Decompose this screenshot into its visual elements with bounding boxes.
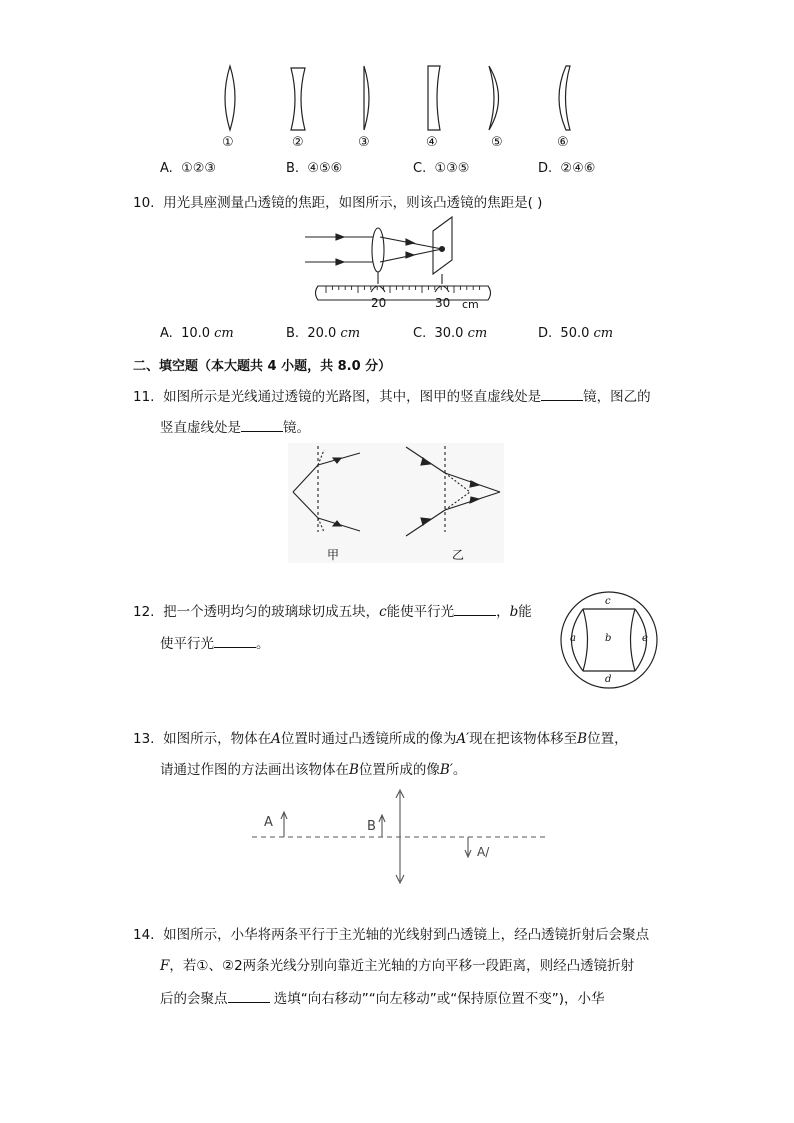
scale-unit-cm: cm: [462, 298, 479, 311]
lens-label-3: ③: [358, 135, 370, 150]
question-number: 13.: [133, 731, 155, 747]
lens-label-1: ①: [222, 135, 234, 150]
fig-label-B: B: [367, 819, 376, 834]
option-text: ①②③: [181, 161, 217, 176]
scale-label-20: 20: [371, 296, 387, 310]
option-text: ②④⑥: [560, 161, 596, 176]
math-var: c: [379, 604, 387, 620]
question-text: 位置，: [587, 731, 628, 747]
q14-line3: [160, 988, 605, 1009]
label-yi: 乙: [452, 548, 465, 562]
question-text: 竖直虚线处是: [160, 420, 241, 436]
question-text: ，若①、②2两条光线分别向靠近主光轴的方向平移一段距离，则经凸透镜折射: [169, 958, 635, 974]
question-text: 用光具座测量凸透镜的焦距，如图所示，则该凸透镜的焦距是( ): [163, 195, 543, 211]
lens-label-5: ⑤: [491, 135, 503, 150]
option-unit: cm: [593, 326, 614, 341]
question-text: 如图所示，小华将两条平行于主光轴的光线射到凸透镜上，经凸透镜折射后会聚点: [163, 927, 650, 943]
question-text: ，: [496, 604, 510, 620]
option-unit: cm: [340, 326, 361, 341]
piece-label-e: e: [642, 633, 648, 644]
question-text: 现在把该物体移至: [469, 731, 578, 747]
option-value: 50.0: [560, 326, 590, 341]
question-text: 使平行光: [160, 636, 214, 652]
question-text: 把一个透明均匀的玻璃球切成五块，: [163, 604, 380, 620]
option-value: 30.0: [434, 326, 464, 341]
math-var: A: [271, 731, 281, 747]
q14-line1: [133, 925, 649, 945]
label-jia: 甲: [327, 548, 340, 562]
option-unit: cm: [214, 326, 234, 341]
piece-label-a: a: [570, 633, 576, 644]
question-text: 。: [256, 636, 270, 652]
option-text: ④⑤⑥: [307, 161, 343, 176]
question-text: 后的会聚点: [160, 991, 228, 1007]
question-text: 能: [518, 604, 532, 620]
question-text: 位置时通过凸透镜所成的像为: [280, 731, 457, 747]
option-unit: cm: [467, 326, 488, 341]
option-letter: B.: [286, 161, 300, 176]
option-letter: D.: [538, 161, 553, 176]
option-letter: C.: [413, 161, 427, 176]
option-letter: A.: [160, 161, 173, 176]
math-var: b: [509, 604, 519, 620]
fig-label-A-image: A/: [477, 845, 490, 859]
option-value: 20.0: [307, 326, 337, 341]
section-title: 二、填空题（本大题共 4 小题，共 8.0 分）: [133, 359, 392, 374]
math-var: B′: [439, 762, 453, 778]
question-number: 11.: [133, 389, 155, 405]
piece-label-d: d: [605, 674, 612, 685]
piece-label-b: b: [605, 633, 612, 644]
option-letter: C.: [413, 326, 427, 341]
question-text: 选填“向右移动”“向左移动”或“保持原位置不变”)，小华: [269, 991, 605, 1007]
math-var: B: [577, 731, 588, 747]
math-var: B: [349, 762, 359, 778]
option-letter: B.: [286, 326, 300, 341]
question-number: 10.: [133, 195, 155, 211]
math-var: F: [160, 958, 170, 974]
option-value: 10.0: [181, 326, 211, 341]
option-letter: A.: [160, 326, 173, 341]
piece-label-c: c: [605, 596, 611, 607]
option-letter: D.: [538, 326, 553, 341]
question-text: 如图所示，物体在: [163, 731, 272, 747]
question-text: 。: [452, 762, 467, 778]
lens-label-4: ④: [426, 135, 438, 150]
question-text: 位置所成的像: [358, 762, 440, 778]
question-text: 请通过作图的方法画出该物体在: [160, 762, 349, 778]
question-number: 14.: [133, 927, 155, 943]
fig-label-A: A: [264, 815, 273, 830]
question-number: 12.: [133, 604, 155, 620]
question-text: 镜。: [283, 420, 310, 436]
question-text: 能使平行光: [386, 604, 455, 620]
q14-line2: [160, 956, 634, 976]
lens-label-2: ②: [292, 135, 304, 150]
lens-label-6: ⑥: [557, 135, 569, 150]
option-text: ①③⑤: [434, 161, 470, 176]
question-text: 镜，图乙的: [583, 389, 651, 405]
question-text: 如图所示是光线通过透镜的光路图，其中，图甲的竖直虚线处是: [163, 389, 542, 405]
scale-label-30: 30: [435, 296, 451, 310]
answer-blank[interactable]: [228, 988, 270, 1003]
math-var: A′: [456, 731, 470, 747]
